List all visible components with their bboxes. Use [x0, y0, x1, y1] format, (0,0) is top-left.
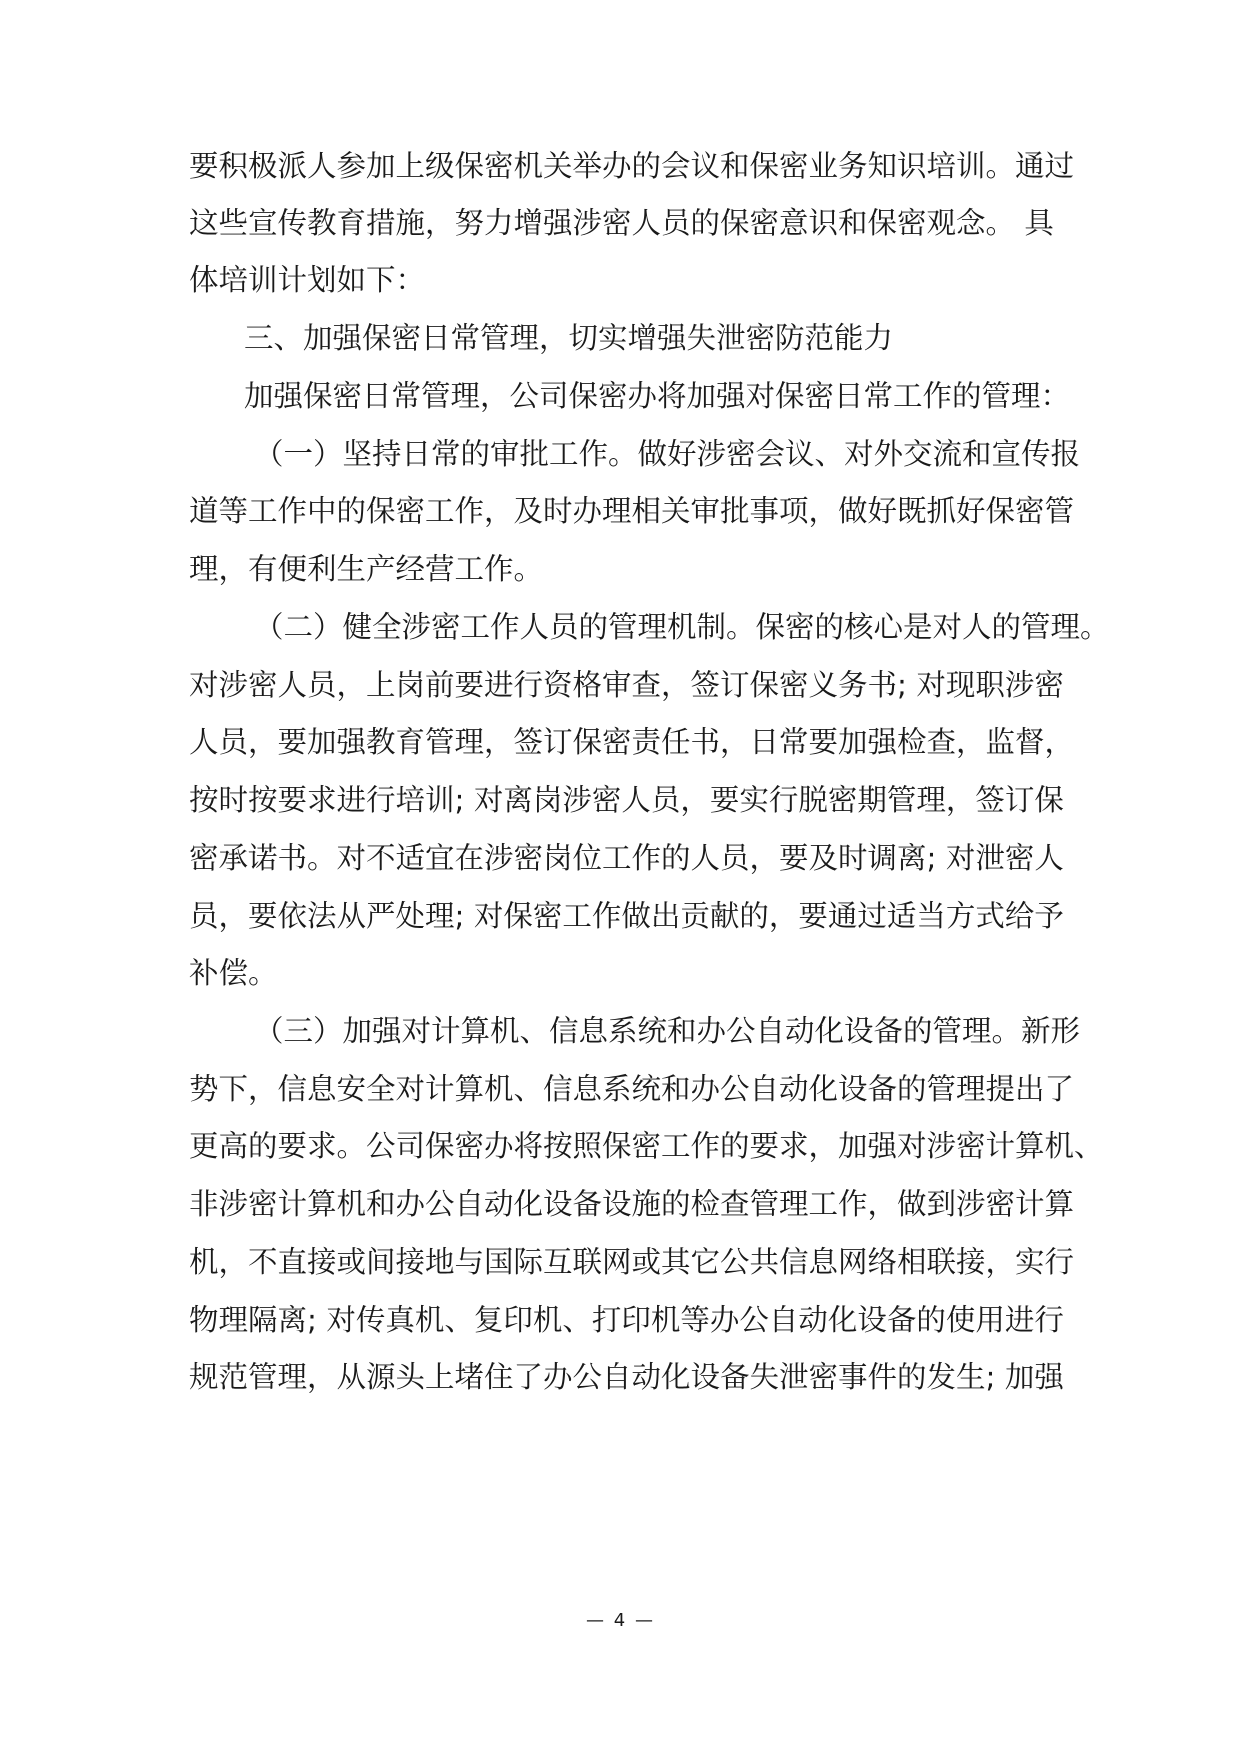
text-line: 要积极派人参加上级保密机关举办的会议和保密业务知识培训。通过: [189, 149, 1075, 183]
text-line: 理，有便利生产经营工作。: [189, 552, 544, 586]
subsection-heading: （二）健全涉密工作人员的管理机制。保密的核心是对人的管理。: [254, 610, 1110, 644]
subsection-heading: （三）加强对计算机、信息系统和办公自动化设备的管理。新形: [254, 1014, 1081, 1048]
text-line: 人员，要加强教育管理，签订保密责任书，日常要加强检查，监督，: [189, 725, 1075, 759]
text-line: 非涉密计算机和办公自动化设备设施的检查管理工作，做到涉密计算: [189, 1187, 1075, 1221]
text-line: 机，不直接或间接地与国际互联网或其它公共信息网络相联接，实行: [189, 1245, 1075, 1279]
text-line: 对涉密人员，上岗前要进行资格审查，签订保密义务书; 对现职涉密: [189, 668, 1064, 702]
text-line: 密承诺书。对不适宜在涉密岗位工作的人员，要及时调离; 对泄密人: [189, 841, 1064, 875]
section-heading: 三、加强保密日常管理，切实增强失泄密防范能力: [244, 321, 894, 355]
text-line: 按时按要求进行培训; 对离岗涉密人员，要实行脱密期管理，签订保: [189, 783, 1064, 817]
text-line: 势下，信息安全对计算机、信息系统和办公自动化设备的管理提出了: [189, 1072, 1075, 1106]
text-line: 规范管理，从源头上堵住了办公自动化设备失泄密事件的发生; 加强: [189, 1360, 1064, 1394]
text-line: 体培训计划如下：: [189, 263, 426, 297]
text-line: 补偿。: [189, 956, 278, 990]
subsection-heading: （一）坚持日常的审批工作。做好涉密会议、对外交流和宣传报: [254, 437, 1081, 471]
text-line: 加强保密日常管理，公司保密办将加强对保密日常工作的管理：: [244, 379, 1071, 413]
text-line: 更高的要求。公司保密办将按照保密工作的要求，加强对涉密计算机、: [189, 1129, 1104, 1163]
text-line: 物理隔离; 对传真机、复印机、打印机等办公自动化设备的使用进行: [189, 1303, 1064, 1337]
text-line: 道等工作中的保密工作，及时办理相关审批事项，做好既抓好保密管: [189, 494, 1075, 528]
page-number: — 4 —: [586, 1610, 655, 1631]
text-line: 员，要依法从严处理; 对保密工作做出贡献的，要通过适当方式给予: [189, 899, 1064, 933]
text-line: 这些宣传教育措施，努力增强涉密人员的保密意识和保密观念。 具: [189, 206, 1054, 240]
